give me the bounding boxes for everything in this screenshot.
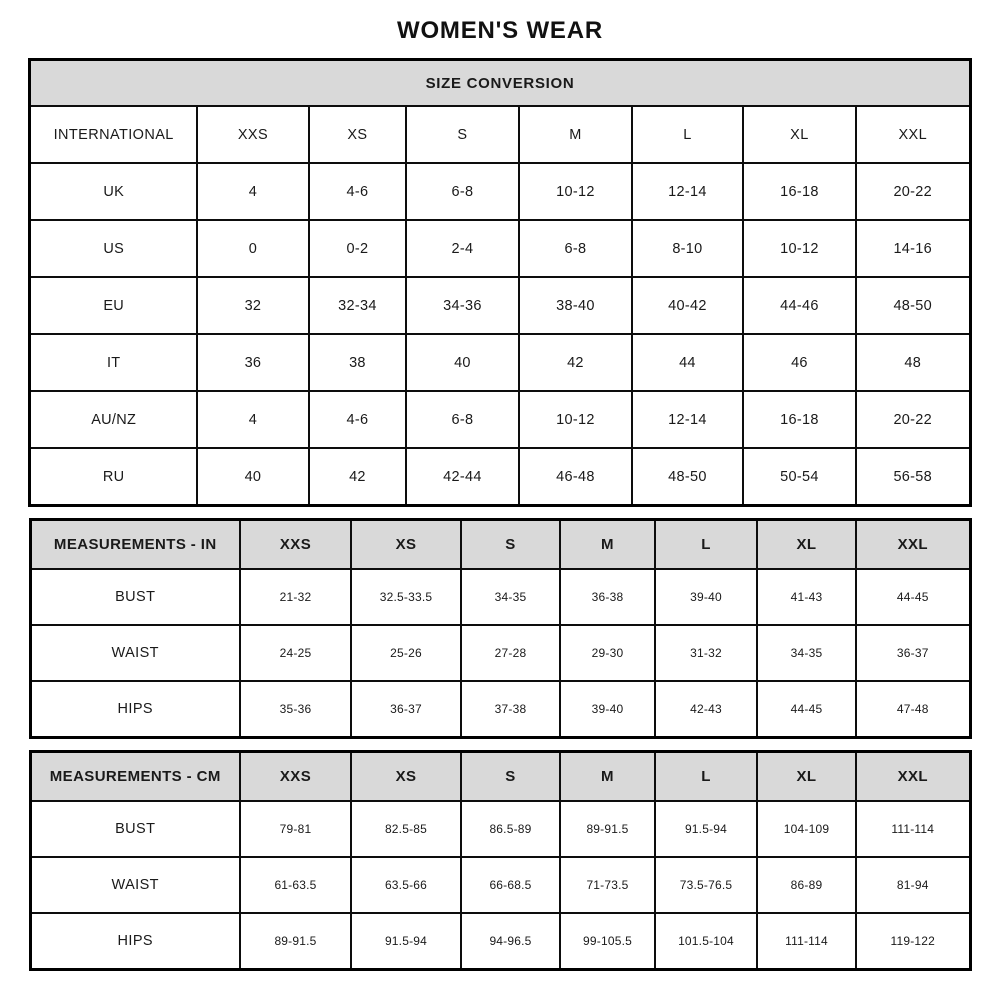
table-row-hips-cm xyxy=(30,913,970,970)
table-cell: 48-50 xyxy=(632,448,743,506)
table-row-hips-in xyxy=(30,681,970,738)
table-cell: 42-43 xyxy=(655,681,757,738)
table-cell: 37-38 xyxy=(461,681,560,738)
header-cell: S xyxy=(406,106,519,163)
measurements-cm-title: MEASUREMENTS - CM xyxy=(30,752,240,802)
table-cell: 86-89 xyxy=(757,857,856,913)
header-cell: L xyxy=(655,752,757,802)
table-cell: 47-48 xyxy=(856,681,970,738)
table-cell: 46 xyxy=(743,334,856,391)
table-row-aunz xyxy=(30,391,970,448)
table-cell: 71-73.5 xyxy=(560,857,655,913)
table-cell: 36-37 xyxy=(351,681,461,738)
header-cell: XXL xyxy=(856,520,970,570)
table-cell: 63.5-66 xyxy=(351,857,461,913)
page-title: WOMEN'S WEAR xyxy=(397,17,603,44)
header-cell: L xyxy=(632,106,743,163)
table-cell: 86.5-89 xyxy=(461,801,560,857)
header-cell: S xyxy=(461,520,560,570)
table-cell: 38 xyxy=(309,334,406,391)
header-cell: XS xyxy=(309,106,406,163)
table-cell: 48-50 xyxy=(856,277,970,334)
header-cell: XXL xyxy=(856,752,970,802)
size-conversion-table xyxy=(28,58,971,507)
table-cell: 119-122 xyxy=(856,913,970,970)
table-cell: 0 xyxy=(197,220,309,277)
table-cell: 79-81 xyxy=(240,801,351,857)
header-cell: XXS xyxy=(197,106,309,163)
header-cell: M xyxy=(560,752,655,802)
table-cell: 42 xyxy=(309,448,406,506)
table-cell: 42 xyxy=(519,334,632,391)
table-cell: 10-12 xyxy=(519,163,632,220)
table-cell: 99-105.5 xyxy=(560,913,655,970)
table-cell: 4-6 xyxy=(309,163,406,220)
row-label: US xyxy=(30,220,197,277)
table-cell: 16-18 xyxy=(743,391,856,448)
table-cell: 0-2 xyxy=(309,220,406,277)
table-cell: 31-32 xyxy=(655,625,757,681)
table-cell: 4 xyxy=(197,163,309,220)
table-cell: 46-48 xyxy=(519,448,632,506)
table-cell: 89-91.5 xyxy=(240,913,351,970)
table-cell: 29-30 xyxy=(560,625,655,681)
table-cell: 6-8 xyxy=(519,220,632,277)
table-cell: 36-38 xyxy=(560,569,655,625)
table-cell: 20-22 xyxy=(856,163,970,220)
table-cell: 8-10 xyxy=(632,220,743,277)
table-cell: 35-36 xyxy=(240,681,351,738)
table-cell: 39-40 xyxy=(560,681,655,738)
table-cell: 20-22 xyxy=(856,391,970,448)
row-label: BUST xyxy=(30,801,240,857)
row-label: BUST xyxy=(30,569,240,625)
table-row-eu xyxy=(30,277,970,334)
row-label: UK xyxy=(30,163,197,220)
table-cell: 14-16 xyxy=(856,220,970,277)
table-cell: 12-14 xyxy=(632,391,743,448)
header-cell: XL xyxy=(757,520,856,570)
table-cell: 25-26 xyxy=(351,625,461,681)
row-label: EU xyxy=(30,277,197,334)
table-cell: 16-18 xyxy=(743,163,856,220)
table-row-bust-in xyxy=(30,569,970,625)
table-cell: 4 xyxy=(197,391,309,448)
table-cell: 73.5-76.5 xyxy=(655,857,757,913)
table-cell: 4-6 xyxy=(309,391,406,448)
size-conversion-title: SIZE CONVERSION xyxy=(30,60,970,107)
table-cell: 91.5-94 xyxy=(351,913,461,970)
table-cell: 6-8 xyxy=(406,163,519,220)
row-label: AU/NZ xyxy=(30,391,197,448)
table-cell: 34-35 xyxy=(461,569,560,625)
table-row-it xyxy=(30,334,970,391)
header-cell: XL xyxy=(743,106,856,163)
table-cell: 111-114 xyxy=(856,801,970,857)
table-cell: 61-63.5 xyxy=(240,857,351,913)
table-cell: 94-96.5 xyxy=(461,913,560,970)
table-cell: 44 xyxy=(632,334,743,391)
measurements-cm-header-row xyxy=(30,752,970,802)
table-row-waist-in xyxy=(30,625,970,681)
table-cell: 101.5-104 xyxy=(655,913,757,970)
row-label: HIPS xyxy=(30,681,240,738)
table-cell: 39-40 xyxy=(655,569,757,625)
measurements-cm-table xyxy=(29,750,972,971)
header-cell: S xyxy=(461,752,560,802)
table-cell: 32.5-33.5 xyxy=(351,569,461,625)
table-cell: 36-37 xyxy=(856,625,970,681)
size-conversion-title-row xyxy=(30,60,970,107)
measurements-in-title: MEASUREMENTS - IN xyxy=(30,520,240,570)
table-cell: 44-45 xyxy=(856,569,970,625)
table-cell: 81-94 xyxy=(856,857,970,913)
table-cell: 38-40 xyxy=(519,277,632,334)
table-cell: 89-91.5 xyxy=(560,801,655,857)
header-cell: XXS xyxy=(240,752,351,802)
table-cell: 36 xyxy=(197,334,309,391)
row-label: WAIST xyxy=(30,857,240,913)
table-cell: 40 xyxy=(197,448,309,506)
header-cell: XS xyxy=(351,520,461,570)
table-cell: 27-28 xyxy=(461,625,560,681)
table-cell: 10-12 xyxy=(519,391,632,448)
header-cell: XXS xyxy=(240,520,351,570)
table-cell: 6-8 xyxy=(406,391,519,448)
table-cell: 40 xyxy=(406,334,519,391)
table-row-ru xyxy=(30,448,970,506)
table-cell: 12-14 xyxy=(632,163,743,220)
table-cell: 48 xyxy=(856,334,970,391)
header-cell: XXL xyxy=(856,106,970,163)
row-label: HIPS xyxy=(30,913,240,970)
row-label: RU xyxy=(30,448,197,506)
header-cell: M xyxy=(560,520,655,570)
table-cell: 40-42 xyxy=(632,277,743,334)
table-cell: 42-44 xyxy=(406,448,519,506)
table-row-waist-cm xyxy=(30,857,970,913)
row-label: WAIST xyxy=(30,625,240,681)
table-cell: 111-114 xyxy=(757,913,856,970)
table-row-bust-cm xyxy=(30,801,970,857)
table-cell: 44-46 xyxy=(743,277,856,334)
table-cell: 34-36 xyxy=(406,277,519,334)
header-cell: XS xyxy=(351,752,461,802)
row-label: IT xyxy=(30,334,197,391)
table-cell: 66-68.5 xyxy=(461,857,560,913)
table-cell: 32 xyxy=(197,277,309,334)
table-cell: 2-4 xyxy=(406,220,519,277)
header-cell: L xyxy=(655,520,757,570)
table-cell: 50-54 xyxy=(743,448,856,506)
table-cell: 82.5-85 xyxy=(351,801,461,857)
header-cell: INTERNATIONAL xyxy=(30,106,197,163)
measurements-in-table xyxy=(29,518,972,739)
table-row-us xyxy=(30,220,970,277)
table-cell: 10-12 xyxy=(743,220,856,277)
header-cell: M xyxy=(519,106,632,163)
table-cell: 32-34 xyxy=(309,277,406,334)
table-cell: 41-43 xyxy=(757,569,856,625)
size-conversion-header-row xyxy=(30,106,970,163)
table-cell: 56-58 xyxy=(856,448,970,506)
header-cell: XL xyxy=(757,752,856,802)
table-cell: 34-35 xyxy=(757,625,856,681)
table-cell: 24-25 xyxy=(240,625,351,681)
table-cell: 21-32 xyxy=(240,569,351,625)
table-cell: 91.5-94 xyxy=(655,801,757,857)
table-cell: 44-45 xyxy=(757,681,856,738)
table-cell: 104-109 xyxy=(757,801,856,857)
table-row-uk xyxy=(30,163,970,220)
measurements-in-header-row xyxy=(30,520,970,570)
